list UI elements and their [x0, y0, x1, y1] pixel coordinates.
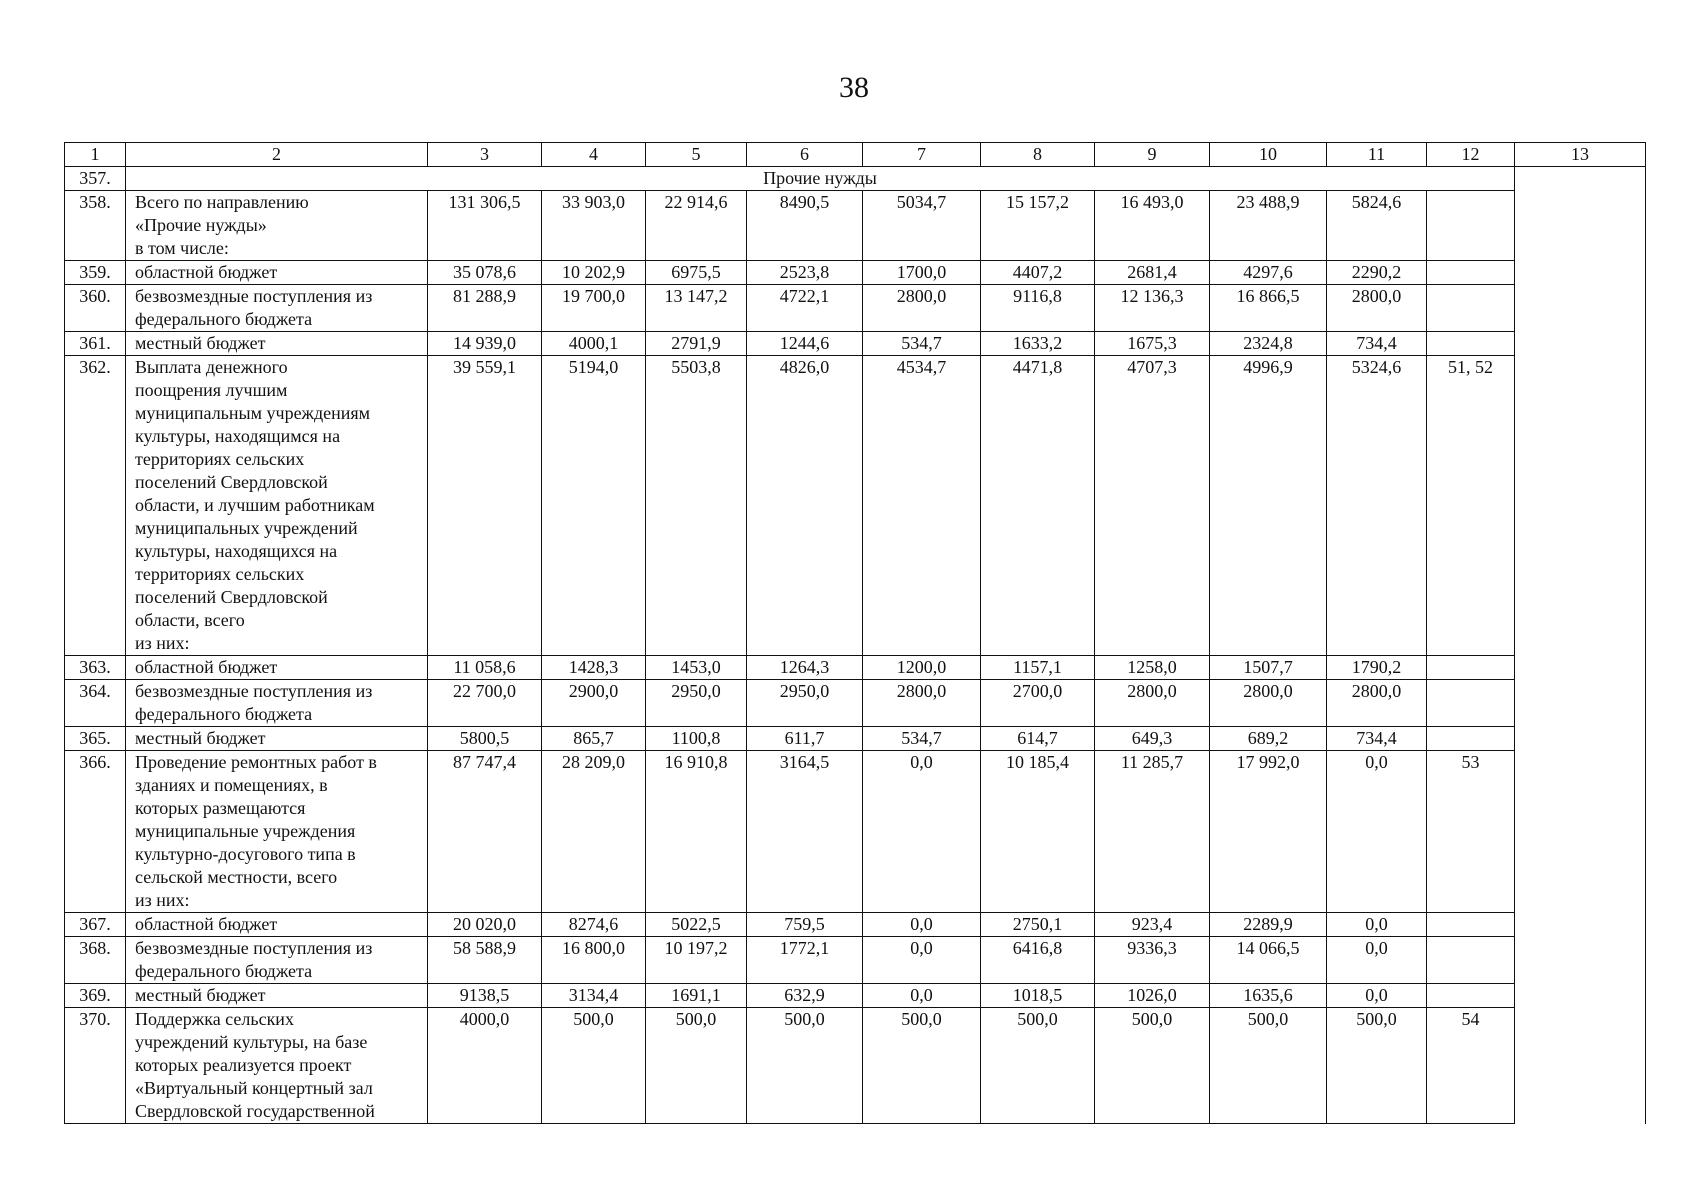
amount-cell: 9116,8	[981, 285, 1095, 332]
row-description	[126, 751, 428, 913]
description-line: безвозмездные поступления из	[135, 938, 373, 958]
row-description	[126, 356, 428, 656]
description-line: из них:	[135, 633, 190, 653]
amount-cell: 5194,0	[542, 356, 646, 656]
amount-cell: 16 493,0	[1095, 191, 1210, 261]
amount-cell: 734,4	[1327, 332, 1427, 356]
table-row	[65, 913, 1646, 937]
amount-cell: 4826,0	[747, 356, 863, 656]
amount-cell: 10 185,4	[981, 751, 1095, 913]
description-line: поселений Свердловской	[135, 587, 328, 607]
description-line: области, всего	[135, 610, 245, 630]
description-line: которых размещаются	[135, 798, 306, 818]
description-line: безвозмездные поступления из	[135, 286, 373, 306]
amount-cell: 1691,1	[646, 984, 747, 1008]
amount-cell: 2800,0	[1095, 680, 1210, 727]
table-row	[65, 285, 1646, 332]
amount-cell: 16 866,5	[1210, 285, 1327, 332]
amount-cell: 1200,0	[863, 656, 981, 680]
column-number: 4	[542, 143, 646, 167]
row-number: 366.	[65, 751, 126, 913]
description-line: зданиях и помещениях, в	[135, 775, 328, 795]
amount-cell: 4534,7	[863, 356, 981, 656]
row-number: 363.	[65, 656, 126, 680]
amount-cell: 2950,0	[646, 680, 747, 727]
row-description	[126, 984, 428, 1008]
amount-cell: 1157,1	[981, 656, 1095, 680]
description-line: территориях сельских	[135, 449, 305, 469]
amount-cell: 1675,3	[1095, 332, 1210, 356]
amount-cell: 131 306,5	[428, 191, 542, 261]
amount-cell: 1772,1	[747, 937, 863, 984]
amount-cell: 3134,4	[542, 984, 646, 1008]
row-description	[126, 285, 428, 332]
amount-cell: 2700,0	[981, 680, 1095, 727]
amount-cell: 4471,8	[981, 356, 1095, 656]
amount-cell: 2800,0	[863, 680, 981, 727]
amount-cell: 759,5	[747, 913, 863, 937]
amount-cell: 23 488,9	[1210, 191, 1327, 261]
amount-cell: 2800,0	[863, 285, 981, 332]
amount-cell: 0,0	[1327, 913, 1427, 937]
description-line: областной бюджет	[135, 262, 278, 282]
column-number: 2	[126, 143, 428, 167]
amount-cell: 17 992,0	[1210, 751, 1327, 913]
row-number: 364.	[65, 680, 126, 727]
amount-cell: 734,4	[1327, 727, 1427, 751]
description-line: областной бюджет	[135, 657, 278, 677]
amount-cell: 2950,0	[747, 680, 863, 727]
column-number: 6	[747, 143, 863, 167]
amount-cell: 81 288,9	[428, 285, 542, 332]
amount-cell: 2800,0	[1327, 285, 1427, 332]
amount-cell: 500,0	[542, 1008, 646, 1124]
row-description	[126, 680, 428, 727]
row-number: 358.	[65, 191, 126, 261]
reference-cell: 53	[1427, 751, 1515, 913]
description-line: безвозмездные поступления из	[135, 681, 373, 701]
amount-cell: 0,0	[863, 937, 981, 984]
amount-cell: 4707,3	[1095, 356, 1210, 656]
amount-cell: 2523,8	[747, 261, 863, 285]
amount-cell: 2681,4	[1095, 261, 1210, 285]
amount-cell: 4297,6	[1210, 261, 1327, 285]
amount-cell: 5324,6	[1327, 356, 1427, 656]
amount-cell: 500,0	[1327, 1008, 1427, 1124]
table-row	[65, 656, 1646, 680]
description-line: Выплата денежного	[135, 357, 288, 377]
description-line: муниципальным учреждениям	[135, 403, 371, 423]
row-number: 360.	[65, 285, 126, 332]
amount-cell: 5022,5	[646, 913, 747, 937]
table-row	[65, 680, 1646, 727]
amount-cell: 865,7	[542, 727, 646, 751]
description-line: Поддержка сельских	[135, 1009, 294, 1029]
row-description	[126, 261, 428, 285]
amount-cell: 19 700,0	[542, 285, 646, 332]
description-line: учреждений культуры, на базе	[135, 1032, 368, 1052]
amount-cell: 5034,7	[863, 191, 981, 261]
row-number: 369.	[65, 984, 126, 1008]
amount-cell: 2290,2	[1327, 261, 1427, 285]
amount-cell: 1244,6	[747, 332, 863, 356]
description-line: муниципальных учреждений	[135, 518, 358, 538]
amount-cell: 611,7	[747, 727, 863, 751]
description-line: Проведение ремонтных работ в	[135, 752, 377, 772]
amount-cell: 1635,6	[1210, 984, 1327, 1008]
row-number: 359.	[65, 261, 126, 285]
amount-cell: 500,0	[981, 1008, 1095, 1124]
amount-cell: 3164,5	[747, 751, 863, 913]
amount-cell: 5503,8	[646, 356, 747, 656]
row-number: 357.	[65, 167, 126, 191]
description-line: Свердловской государственной	[135, 1101, 375, 1121]
amount-cell: 689,2	[1210, 727, 1327, 751]
amount-cell: 10 202,9	[542, 261, 646, 285]
column-number: 1	[65, 143, 126, 167]
amount-cell: 500,0	[1210, 1008, 1327, 1124]
amount-cell: 8490,5	[747, 191, 863, 261]
row-description	[126, 191, 428, 261]
amount-cell: 2289,9	[1210, 913, 1327, 937]
amount-cell: 4000,0	[428, 1008, 542, 1124]
row-description	[126, 727, 428, 751]
table-row	[65, 937, 1646, 984]
amount-cell: 22 700,0	[428, 680, 542, 727]
row-number: 370.	[65, 1008, 126, 1124]
column-number: 11	[1327, 143, 1427, 167]
reference-cell	[1427, 261, 1515, 285]
description-line: федерального бюджета	[135, 961, 313, 981]
amount-cell: 0,0	[863, 913, 981, 937]
amount-cell: 500,0	[1095, 1008, 1210, 1124]
row-description	[126, 656, 428, 680]
description-line: муниципальные учреждения	[135, 821, 356, 841]
amount-cell: 1100,8	[646, 727, 747, 751]
reference-cell	[1427, 285, 1515, 332]
description-line: местный бюджет	[135, 985, 266, 1005]
row-number: 361.	[65, 332, 126, 356]
description-line: культуры, находящихся на	[135, 541, 338, 561]
amount-cell: 1790,2	[1327, 656, 1427, 680]
description-line: «Прочие нужды»	[135, 215, 267, 235]
empty-column-13	[1515, 167, 1646, 1124]
description-line: сельской местности, всего	[135, 867, 338, 887]
row-description	[126, 332, 428, 356]
amount-cell: 9138,5	[428, 984, 542, 1008]
row-description	[126, 913, 428, 937]
column-number: 13	[1515, 143, 1646, 167]
budget-table	[64, 142, 1646, 1124]
amount-cell: 14 939,0	[428, 332, 542, 356]
column-number: 9	[1095, 143, 1210, 167]
reference-cell	[1427, 191, 1515, 261]
description-line: которых реализуется проект	[135, 1055, 352, 1075]
amount-cell: 1453,0	[646, 656, 747, 680]
amount-cell: 87 747,4	[428, 751, 542, 913]
reference-cell	[1427, 680, 1515, 727]
table-row	[65, 261, 1646, 285]
amount-cell: 35 078,6	[428, 261, 542, 285]
table-row	[65, 1008, 1646, 1124]
description-line: области, и лучшим работникам	[135, 495, 375, 515]
amount-cell: 1428,3	[542, 656, 646, 680]
table-row	[65, 751, 1646, 913]
column-number: 5	[646, 143, 747, 167]
column-number: 8	[981, 143, 1095, 167]
description-line: поселений Свердловской	[135, 472, 328, 492]
amount-cell: 1264,3	[747, 656, 863, 680]
amount-cell: 28 209,0	[542, 751, 646, 913]
description-line: местный бюджет	[135, 728, 266, 748]
amount-cell: 2800,0	[1327, 680, 1427, 727]
reference-cell	[1427, 656, 1515, 680]
reference-cell	[1427, 332, 1515, 356]
row-number: 365.	[65, 727, 126, 751]
amount-cell: 649,3	[1095, 727, 1210, 751]
column-number: 12	[1427, 143, 1515, 167]
column-number: 7	[863, 143, 981, 167]
amount-cell: 8274,6	[542, 913, 646, 937]
row-description	[126, 1008, 428, 1124]
amount-cell: 11 058,6	[428, 656, 542, 680]
row-number: 362.	[65, 356, 126, 656]
amount-cell: 1258,0	[1095, 656, 1210, 680]
column-number: 3	[428, 143, 542, 167]
amount-cell: 2750,1	[981, 913, 1095, 937]
amount-cell: 1700,0	[863, 261, 981, 285]
amount-cell: 2791,9	[646, 332, 747, 356]
description-line: федерального бюджета	[135, 704, 313, 724]
amount-cell: 12 136,3	[1095, 285, 1210, 332]
column-number-row	[65, 143, 1646, 167]
description-line: областной бюджет	[135, 914, 278, 934]
amount-cell: 500,0	[747, 1008, 863, 1124]
column-number: 10	[1210, 143, 1327, 167]
amount-cell: 1018,5	[981, 984, 1095, 1008]
amount-cell: 14 066,5	[1210, 937, 1327, 984]
description-line: Всего по направлению	[135, 192, 309, 212]
amount-cell: 0,0	[1327, 937, 1427, 984]
amount-cell: 500,0	[646, 1008, 747, 1124]
amount-cell: 614,7	[981, 727, 1095, 751]
description-line: поощрения лучшим	[135, 380, 288, 400]
amount-cell: 5824,6	[1327, 191, 1427, 261]
row-number: 367.	[65, 913, 126, 937]
amount-cell: 6416,8	[981, 937, 1095, 984]
description-line: местный бюджет	[135, 333, 266, 353]
amount-cell: 22 914,6	[646, 191, 747, 261]
amount-cell: 58 588,9	[428, 937, 542, 984]
amount-cell: 16 910,8	[646, 751, 747, 913]
table-row	[65, 191, 1646, 261]
table-row	[65, 332, 1646, 356]
amount-cell: 534,7	[863, 332, 981, 356]
amount-cell: 20 020,0	[428, 913, 542, 937]
table-row	[65, 727, 1646, 751]
amount-cell: 33 903,0	[542, 191, 646, 261]
description-line: культуры, находящимся на	[135, 426, 341, 446]
amount-cell: 11 285,7	[1095, 751, 1210, 913]
amount-cell: 10 197,2	[646, 937, 747, 984]
reference-cell	[1427, 984, 1515, 1008]
description-line: в том числе:	[135, 238, 229, 258]
amount-cell: 0,0	[1327, 751, 1427, 913]
amount-cell: 2800,0	[1210, 680, 1327, 727]
amount-cell: 1507,7	[1210, 656, 1327, 680]
amount-cell: 1026,0	[1095, 984, 1210, 1008]
amount-cell: 6975,5	[646, 261, 747, 285]
amount-cell: 923,4	[1095, 913, 1210, 937]
section-title: Прочие нужды	[126, 167, 1515, 191]
amount-cell: 632,9	[747, 984, 863, 1008]
reference-cell	[1427, 937, 1515, 984]
reference-cell: 54	[1427, 1008, 1515, 1124]
description-line: территориях сельских	[135, 564, 305, 584]
amount-cell: 0,0	[863, 984, 981, 1008]
description-line: «Виртуальный концертный зал	[135, 1078, 373, 1098]
amount-cell: 534,7	[863, 727, 981, 751]
amount-cell: 0,0	[1327, 984, 1427, 1008]
table-row	[65, 356, 1646, 656]
amount-cell: 4996,9	[1210, 356, 1327, 656]
amount-cell: 4407,2	[981, 261, 1095, 285]
amount-cell: 2324,8	[1210, 332, 1327, 356]
row-number: 368.	[65, 937, 126, 984]
row-description	[126, 937, 428, 984]
description-line: из них:	[135, 890, 190, 910]
amount-cell: 16 800,0	[542, 937, 646, 984]
amount-cell: 9336,3	[1095, 937, 1210, 984]
reference-cell: 51, 52	[1427, 356, 1515, 656]
amount-cell: 15 157,2	[981, 191, 1095, 261]
amount-cell: 4000,1	[542, 332, 646, 356]
reference-cell	[1427, 727, 1515, 751]
amount-cell: 2900,0	[542, 680, 646, 727]
amount-cell: 39 559,1	[428, 356, 542, 656]
amount-cell: 0,0	[863, 751, 981, 913]
amount-cell: 1633,2	[981, 332, 1095, 356]
amount-cell: 500,0	[863, 1008, 981, 1124]
amount-cell: 13 147,2	[646, 285, 747, 332]
description-line: федерального бюджета	[135, 309, 313, 329]
page-number: 38	[839, 71, 869, 104]
amount-cell: 4722,1	[747, 285, 863, 332]
reference-cell	[1427, 913, 1515, 937]
table-row	[65, 984, 1646, 1008]
amount-cell: 5800,5	[428, 727, 542, 751]
description-line: культурно-досугового типа в	[135, 844, 356, 864]
section-row	[65, 167, 1646, 191]
